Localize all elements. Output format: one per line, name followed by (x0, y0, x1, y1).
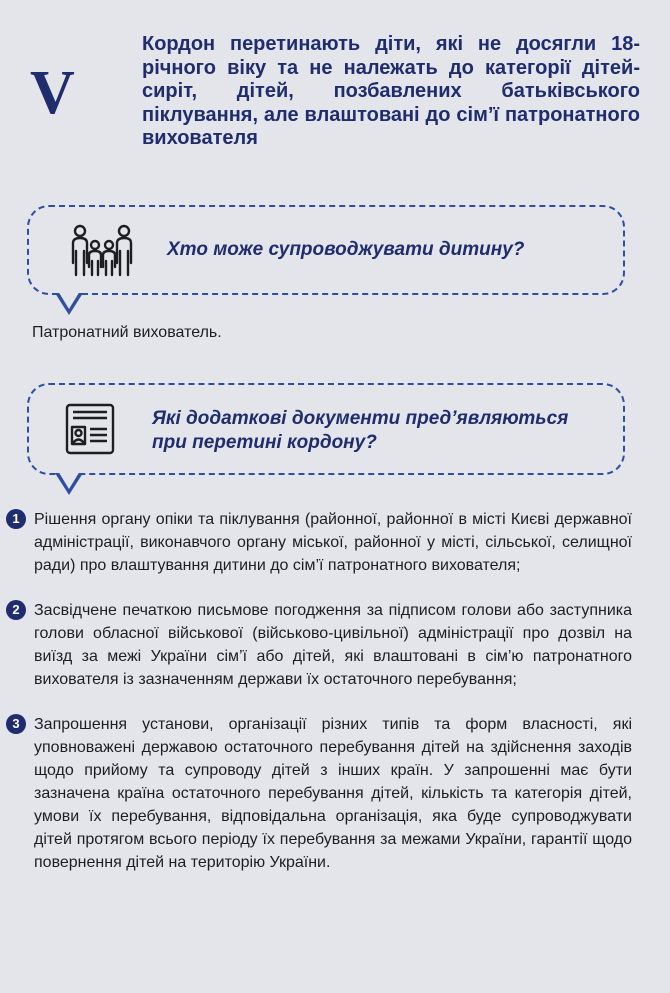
item-number-badge: 2 (6, 600, 26, 620)
section-heading: Кордон перетинають діти, які не досягли 18-річного віку та не належать до категорії дітей-сиріт, дітей, позбавлених батьківського піклування, але влаштовані до сім’ї патронатного вихователя (142, 33, 640, 150)
question-bubble-documents (27, 383, 625, 475)
answer-escort: Патронатний вихователь. (32, 324, 222, 341)
document-id-icon (65, 403, 115, 460)
list-item (6, 508, 632, 577)
question-bubble-escort (27, 205, 625, 295)
bubble-tail (55, 293, 83, 315)
list-item (6, 713, 632, 874)
family-icon (69, 223, 135, 282)
item-number-badge: 1 (6, 509, 26, 529)
list-item (6, 599, 632, 691)
question-escort: Хто може супроводжувати дитину? (167, 239, 525, 260)
bubble-tail (55, 473, 83, 495)
item-text: Рішення органу опіки та піклування (районної, районної в місті Києві державної адміністрації, виконавчого органу міської, районної у місті, сільської, селищної ради) про влаштування дитини до сім’ї патронатного вихователя; (34, 511, 632, 574)
question-documents: Які додаткові документи пред’являються при перетині кордону? (152, 408, 569, 453)
item-number-badge: 3 (6, 714, 26, 734)
section-numeral: V (30, 59, 75, 127)
item-text: Засвідчене печаткою письмове погодження за підписом голови або заступника голови обласної військової (військово-цивільної) адміністрації про дозвіл на виїзд за межі України сім’ї або дітей, які влаштовані в сім’ю патронатного вихователя із зазначенням держави їх остаточного перебування; (34, 602, 632, 688)
item-text: Запрошення установи, організації різних типів та форм власності, які уповноважені державою остаточного перебування дітей на здійснення заходів щодо прийому та супроводу дітей з інших країн. У запрошенні має бути зазначена країна остаточного перебування дітей, кількість та категорія дітей, умови їх перебування, відповідальна організація, яка буде супроводжувати дітей протягом всього періоду їх перебування за межами України, гарантії щодо повернення дітей на територію України. (34, 716, 632, 871)
document-list (6, 508, 632, 896)
